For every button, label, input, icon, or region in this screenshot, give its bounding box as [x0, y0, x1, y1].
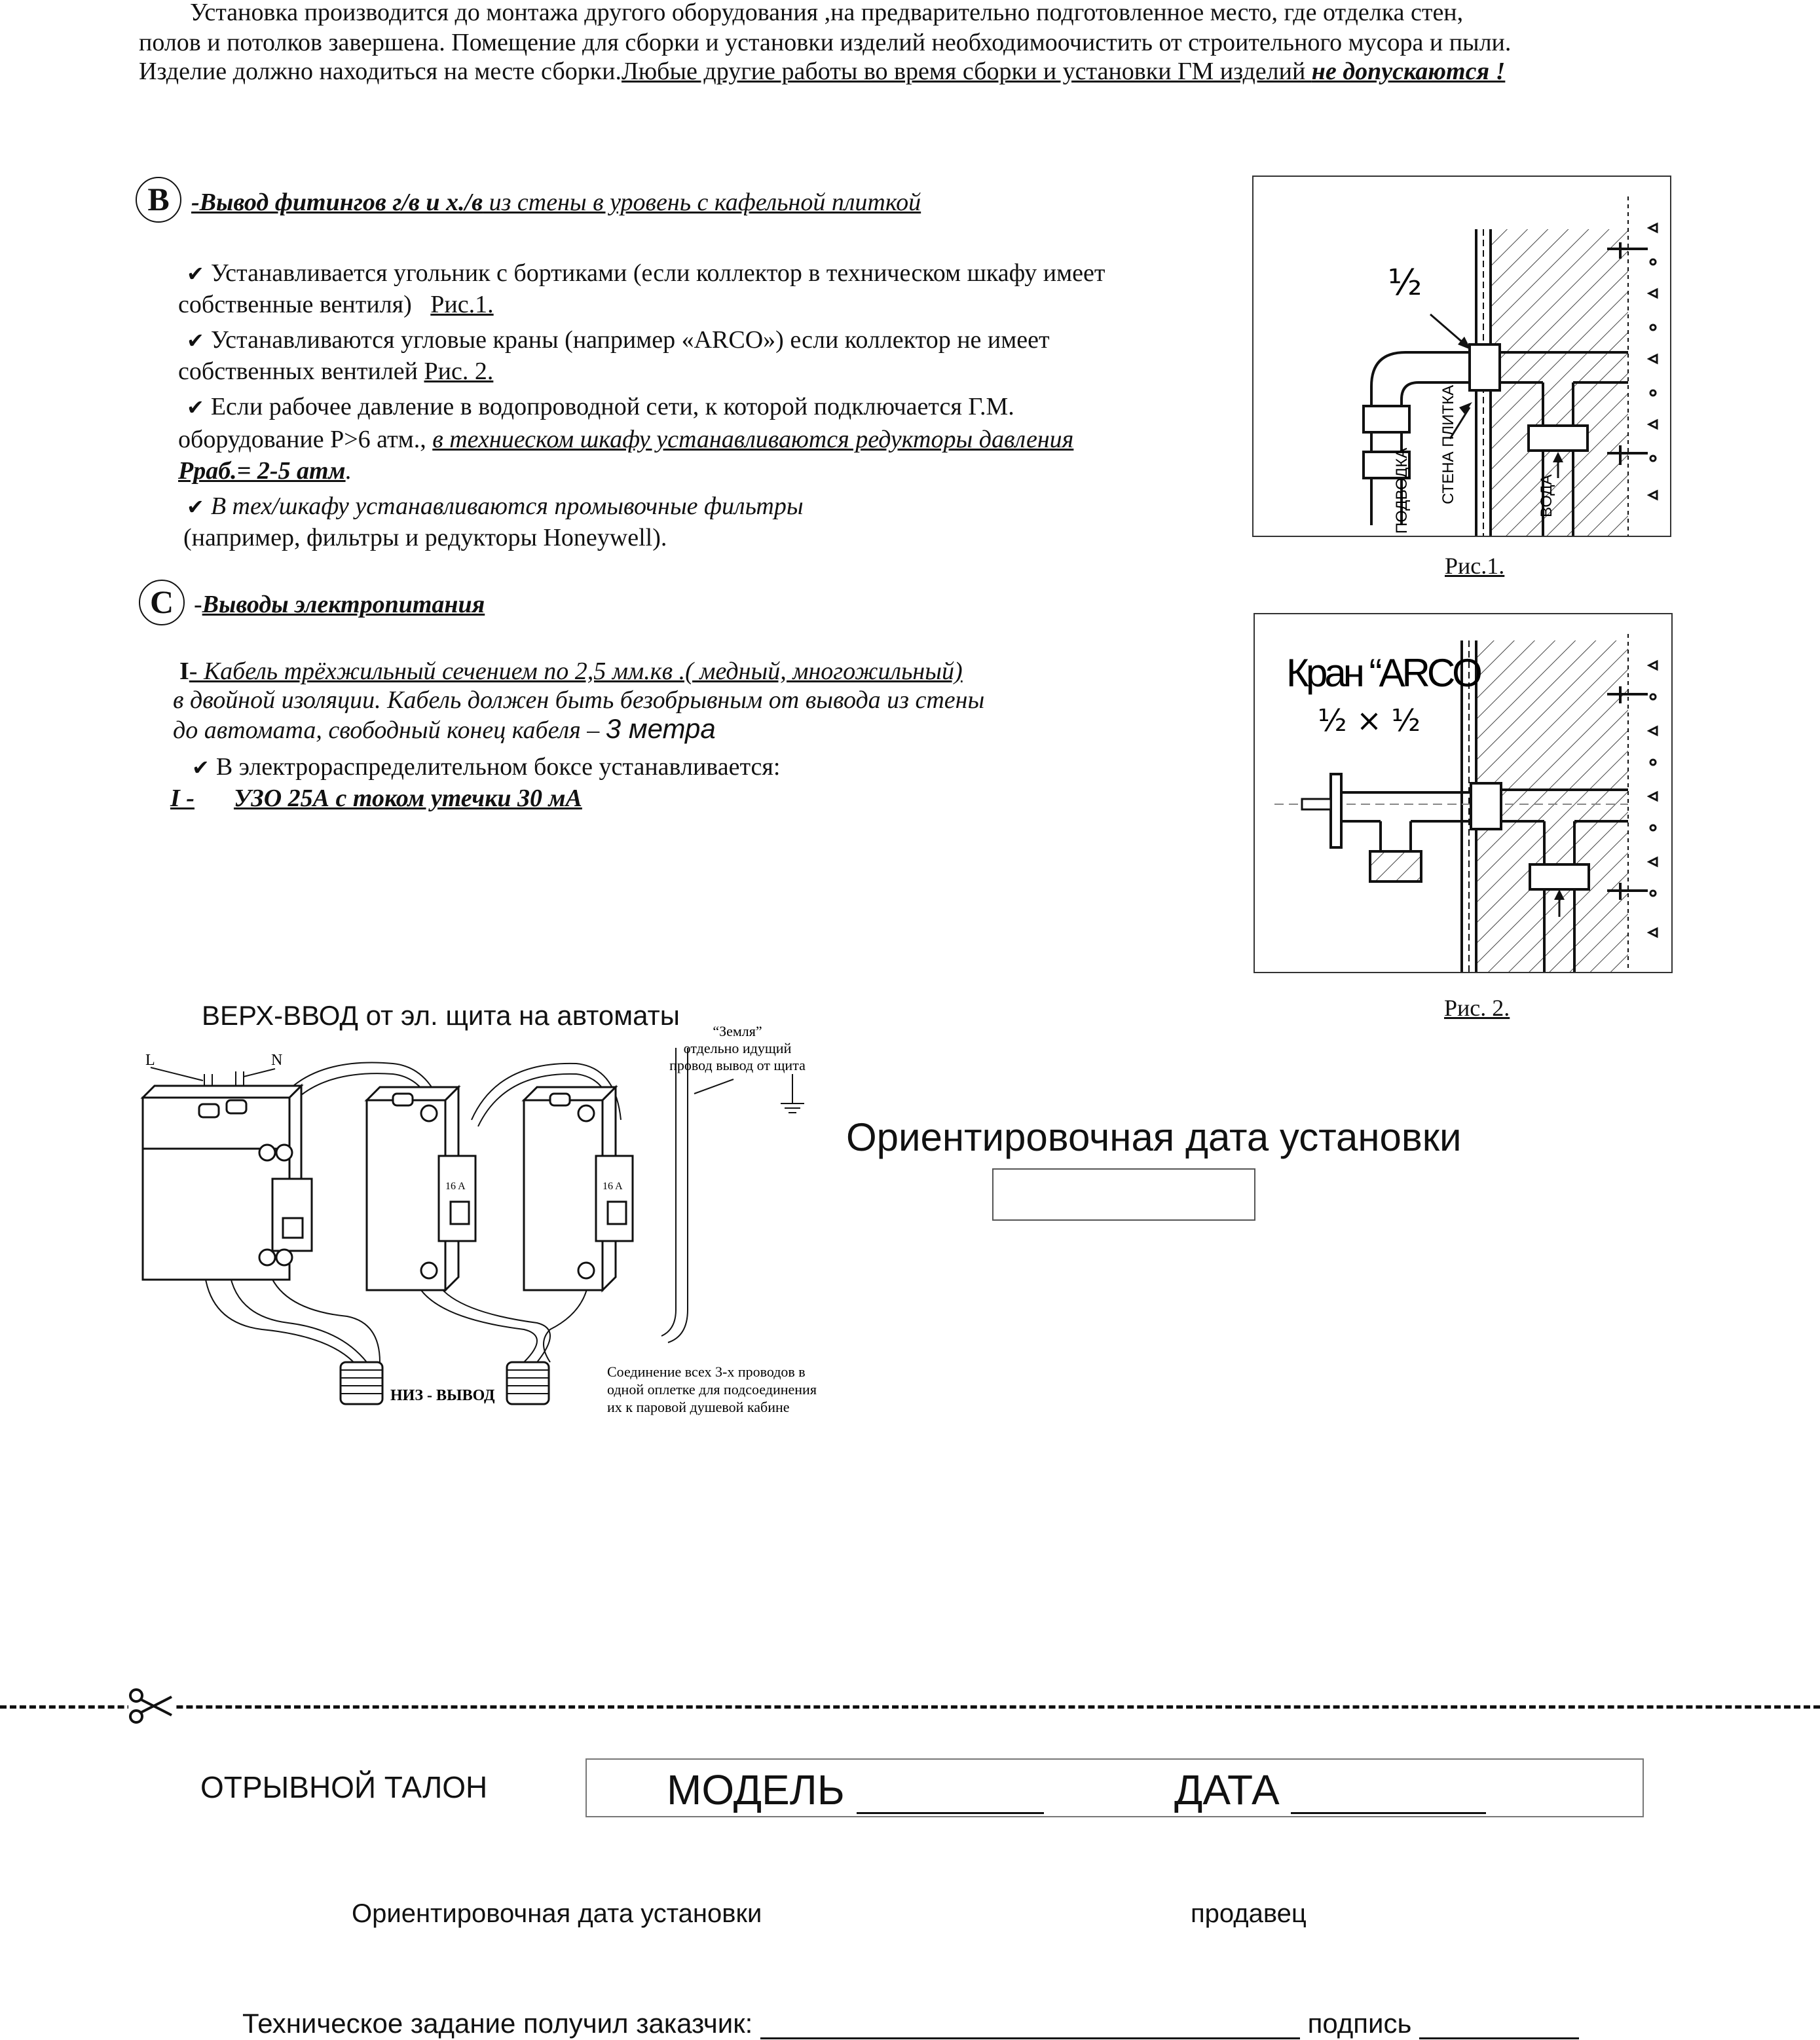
- section-c-title: [194, 588, 485, 621]
- check-icon: ✔: [187, 395, 204, 420]
- b-item-3-text-2: оборудование Р>6 атм.,: [178, 426, 433, 453]
- c-cable-length: 3 метра: [605, 713, 716, 744]
- coupon-model: [667, 1766, 1044, 1814]
- b-item-4-line-1: [187, 490, 804, 523]
- b-item-2-fig-ref: Рис. 2.: [424, 358, 494, 385]
- fig2-size-label: ½ × ½: [1318, 703, 1421, 738]
- intro-line-3-underlined: [622, 58, 1505, 85]
- sign-label: подпись: [1307, 2008, 1412, 2039]
- wiring-note-1: Соединение всех 3-х проводов в: [607, 1363, 806, 1380]
- section-b-title: [191, 186, 921, 219]
- b-item-1-text: Устанавливается угольник с бортиками (если коллектор в техническом шкафу имеет: [210, 259, 1105, 287]
- c-cable-num: I: [179, 658, 189, 685]
- c-uzo-line: [170, 782, 582, 815]
- fig1-label-water: ВОДА: [1538, 474, 1555, 517]
- section-c-dash: -: [194, 591, 202, 618]
- fig1-label-wall: СТЕНА ПЛИТКА: [1439, 384, 1457, 504]
- scissors-icon: [128, 1686, 174, 1726]
- ground-label-1: “Земля”: [713, 1023, 762, 1039]
- figure-1-drawing: [1254, 177, 1670, 536]
- intro-line-3: [139, 55, 1505, 88]
- wiring-note-2: одной оплетке для подсоединения: [607, 1381, 817, 1398]
- b-item-1-line-2: [178, 288, 494, 321]
- breaker-2-rating: 16 A: [603, 1181, 623, 1192]
- cut-line: [0, 1705, 1820, 1709]
- figure-1-caption: Рис.1.: [1445, 553, 1505, 579]
- date-label: ДАТА: [1174, 1766, 1280, 1813]
- figure-2: [1254, 613, 1673, 973]
- coupon-seller: продавец: [1191, 1899, 1307, 1928]
- b-item-1-line-1: [187, 257, 1105, 290]
- check-icon: ✔: [187, 328, 204, 353]
- b-item-2-text-2: собственных вентилей: [178, 358, 418, 385]
- c-cable-line-2: в двойной изоляции. Кабель должен быть безобрывным от вывода из стены: [173, 686, 985, 714]
- figure-2-drawing: [1255, 614, 1671, 972]
- c-cable-line-3: [173, 713, 716, 747]
- c-cable-text-1: - Кабель трёхжильный сечением по 2,5 мм.кв .( медный, многожильный): [189, 658, 963, 685]
- b-item-2-line-2: [178, 355, 493, 388]
- c-cable-text-3: до автомата, свободный конец кабеля –: [173, 716, 606, 744]
- check-icon: ✔: [187, 494, 204, 519]
- c-uzo-num: I -: [170, 785, 195, 812]
- coupon-title: ОТРЫВНОЙ ТАЛОН: [200, 1770, 488, 1804]
- coupon-date: [1174, 1766, 1486, 1814]
- c-box-line: [192, 751, 780, 784]
- coupon-install-date: Ориентировочная дата установки: [352, 1899, 762, 1928]
- fig1-size-label: ½: [1388, 262, 1422, 303]
- ground-label-2: отдельно идущий: [683, 1040, 792, 1056]
- breaker-1-rating: 16 A: [445, 1181, 466, 1192]
- c-box-text: В электрораспределительном боксе устанавливается:: [215, 753, 781, 781]
- b-item-2-line-1: [187, 324, 1050, 357]
- fig1-label-supply: ПОДВОДКА: [1393, 447, 1411, 534]
- b-item-3-text: Если рабочее давление в водопроводной сети, к которой подключается Г.М.: [210, 393, 1014, 420]
- scissors-icon-drawing: [128, 1686, 174, 1726]
- customer-name-field[interactable]: [760, 2011, 1300, 2039]
- intro-warning: не допускаются !: [1311, 58, 1506, 85]
- section-b-title-bold: -Вывод фитингов г/в и х./в: [191, 189, 483, 216]
- wire-label-l: L: [145, 1052, 155, 1069]
- b-item-3-italic: в техниеском шкафу устанавливаются редукторы давления: [432, 426, 1074, 453]
- date-field[interactable]: [1291, 1775, 1486, 1814]
- c-uzo-text: УЗО 25А с током утечки 30 мА: [233, 785, 582, 812]
- model-label: МОДЕЛЬ: [667, 1766, 845, 1813]
- signature-field[interactable]: [1419, 2011, 1579, 2039]
- intro-line-3-plain: Изделие должно находиться на месте сборки.: [139, 58, 622, 85]
- b-item-3-end: .: [345, 457, 352, 485]
- install-date-field[interactable]: [992, 1168, 1255, 1221]
- wiring-title: ВЕРХ-ВВОД от эл. щита на автоматы: [202, 1000, 680, 1031]
- b-item-3-line-1: [187, 390, 1014, 424]
- section-b-title-rest: из стены в уровень с кафельной плиткой: [483, 189, 921, 216]
- ground-label-3: провод вывод от щита: [669, 1057, 806, 1073]
- wiring-note-3: их к паровой душевой кабине: [607, 1399, 790, 1415]
- fig2-title: Кран “ARCO: [1286, 651, 1479, 695]
- intro-line-1: Установка производится до монтажа другого оборудования ,на предварительно подготовленное место, где отделка стен,: [190, 0, 1464, 26]
- section-c-marker: C: [139, 580, 185, 625]
- b-item-1-fig-ref: Рис.1.: [430, 291, 494, 318]
- wire-label-n: N: [271, 1052, 283, 1069]
- intro-line-2: полов и потолков завершена. Помещение для сборки и установки изделий необходимоочистить от строительного мусора и пыли.: [139, 29, 1512, 56]
- b-item-2-text: Устанавливаются угловые краны (например «ARCO») если коллектор не имеет: [210, 326, 1050, 354]
- b-item-3-line-3: [178, 454, 352, 487]
- c-cable-line-1: [179, 655, 963, 688]
- wiring-diagram: [131, 1022, 878, 1428]
- b-item-4-text: В тех/шкафу устанавливаются промывочные фильтры: [210, 492, 804, 520]
- figure-2-caption: Рис. 2.: [1444, 995, 1510, 1021]
- intro-underlined-text: Любые другие работы во время сборки и установки ГМ изделий: [622, 58, 1312, 85]
- b-item-4-line-2: (например, фильтры и редукторы Honeywell).: [183, 524, 667, 551]
- b-item-1-text-2: собственные вентиля): [178, 291, 412, 318]
- customer-signature-line: [242, 2008, 1579, 2039]
- tz-label: Техническое задание получил заказчик:: [242, 2008, 753, 2039]
- section-b-marker: B: [136, 177, 181, 223]
- bottom-output-label: НИЗ - ВЫВОД: [390, 1387, 495, 1404]
- figure-1: [1252, 176, 1671, 537]
- b-item-3-line-2: [178, 423, 1073, 456]
- section-c-title-text: Выводы электропитания: [202, 591, 485, 618]
- b-item-3-pressure: Рраб.= 2-5 атм: [178, 457, 346, 485]
- install-date-label: Ориентировочная дата установки: [846, 1115, 1462, 1159]
- model-field[interactable]: [857, 1775, 1044, 1814]
- check-icon: ✔: [187, 261, 204, 286]
- check-icon: ✔: [192, 755, 210, 780]
